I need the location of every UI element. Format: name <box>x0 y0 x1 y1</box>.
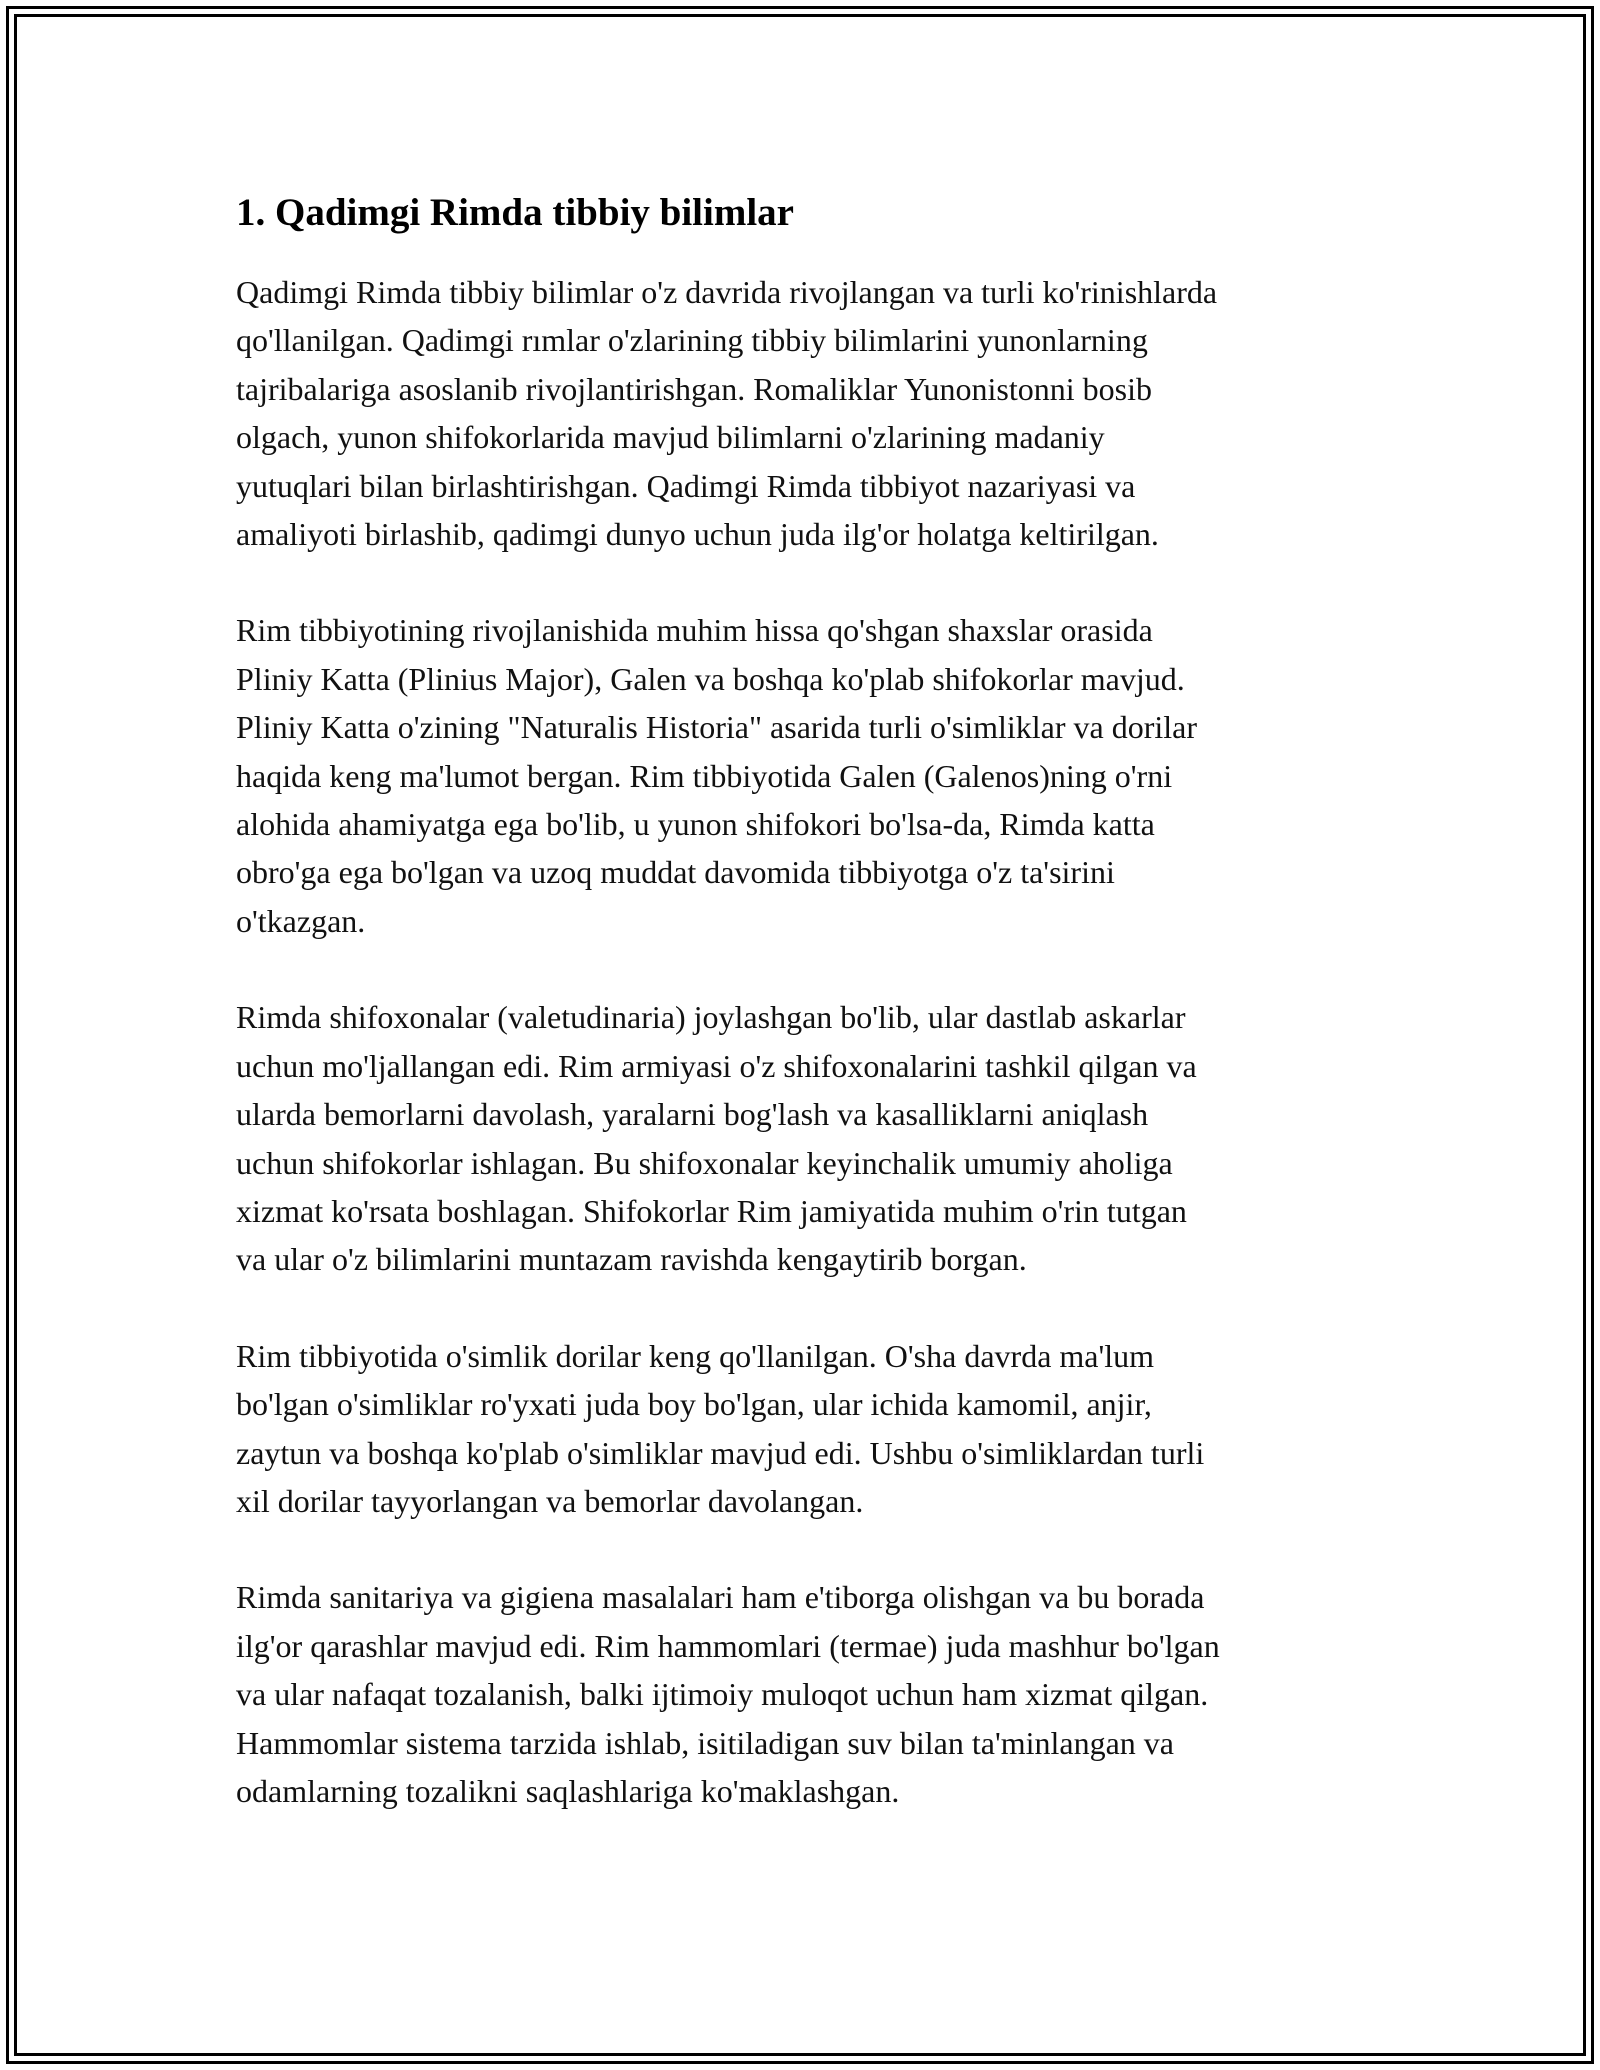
text-line: xizmat ko'rsata boshlagan. Shifokorlar Rim jamiyatida muhim o'rin tutgan <box>236 1192 1187 1229</box>
document-body <box>236 186 1376 1863</box>
text-line: Pliniy Katta (Plinius Major), Galen va boshqa ko'plab shifokorlar mavjud. <box>236 660 1185 697</box>
text-line: bo'lgan o'simliklar ro'yxati juda boy bo'lgan, ular ichida kamomil, anjir, <box>236 1386 1152 1423</box>
text-line: Pliniy Katta o'zining "Naturalis Historia" asarida turli o'simliklar va dorilar <box>236 709 1197 746</box>
text-line: Qadimgi Rimda tibbiy bilimlar o'z davrida rivojlangan va turli ko'rinishlarda <box>236 274 1218 310</box>
paragraph-1 <box>236 268 1376 558</box>
text-line: zaytun va boshqa ko'plab o'simliklar mavjud edi. Ushbu o'simliklardan turli <box>236 1434 1205 1471</box>
text-line: uchun shifokorlar ishlagan. Bu shifoxonalar keyinchalik umumiy aholiga <box>236 1144 1173 1181</box>
section-heading: 1. Qadimgi Rimda tibbiy bilimlar <box>236 191 794 234</box>
text-line: Rim tibbiyotida o'simlik dorilar keng qo'llanilgan. O'sha davrda ma'lum <box>236 1337 1155 1374</box>
text-line: odamlarning tozalikni saqlashlariga ko'maklashgan. <box>236 1772 900 1809</box>
text-line: olgach, yunon shifokorlarida mavjud bilimlarni o'zlarining madaniy <box>236 419 1105 456</box>
text-line: Rim tibbiyotining rivojlanishida muhim hissa qo'shgan shaxslar orasida <box>236 612 1153 649</box>
text-line: qo'llanilgan. Qadimgi rımlar o'zlarining tibbiy bilimlarini yunonlarning <box>236 322 1148 359</box>
text-line: alohida ahamiyatga ega bo'lib, u yunon shifokori bo'lsa-da, Rimda katta <box>236 806 1155 843</box>
paragraph-2 <box>236 606 1376 945</box>
text-line: haqida keng ma'lumot bergan. Rim tibbiyotida Galen (Galenos)ning o'rni <box>236 757 1173 794</box>
text-line: o'tkazgan. <box>236 902 366 939</box>
text-line: Hammomlar sistema tarzida ishlab, isitiladigan suv bilan ta'minlangan va <box>236 1724 1174 1761</box>
text-line: Rimda sanitariya va gigiena masalalari ham e'tiborga olishgan va bu borada <box>236 1579 1205 1616</box>
text-line: va ular o'z bilimlarini muntazam ravishda kengaytirib borgan. <box>236 1241 1027 1278</box>
text-line: Rimda shifoxonalar (valetudinaria) joylashgan bo'lib, ular dastlab askarlar <box>236 999 1186 1036</box>
text-line: va ular nafaqat tozalanish, balki ijtimoiy muloqot uchun ham xizmat qilgan. <box>236 1676 1209 1713</box>
text-line: yutuqlari bilan birlashtirishgan. Qadimgi Rimda tibbiyot nazariyasi va <box>236 467 1136 504</box>
text-line: amaliyoti birlashib, qadimgi dunyo uchun juda ilg'or holatga keltirilgan. <box>236 516 1159 553</box>
text-line: uchun mo'ljallangan edi. Rim armiyasi o'z shifoxonalarini tashkil qilgan va <box>236 1047 1197 1084</box>
text-line: obro'ga ega bo'lgan va uzoq muddat davomida tibbiyotga o'z ta'sirini <box>236 854 1115 891</box>
paragraph-3 <box>236 993 1376 1283</box>
paragraph-4 <box>236 1332 1376 1526</box>
text-line: ularda bemorlarni davolash, yaralarni bog'lash va kasalliklarni aniqlash <box>236 1096 1149 1133</box>
paragraph-5 <box>236 1573 1376 1815</box>
text-line: tajribalariga asoslanib rivojlantirishgan. Romaliklar Yunonistonni bosib <box>236 370 1152 407</box>
text-line: ilg'or qarashlar mavjud edi. Rim hammomlari (termae) juda mashhur bo'lgan <box>236 1627 1220 1664</box>
text-line: xil dorilar tayyorlangan va bemorlar davolangan. <box>236 1482 864 1519</box>
